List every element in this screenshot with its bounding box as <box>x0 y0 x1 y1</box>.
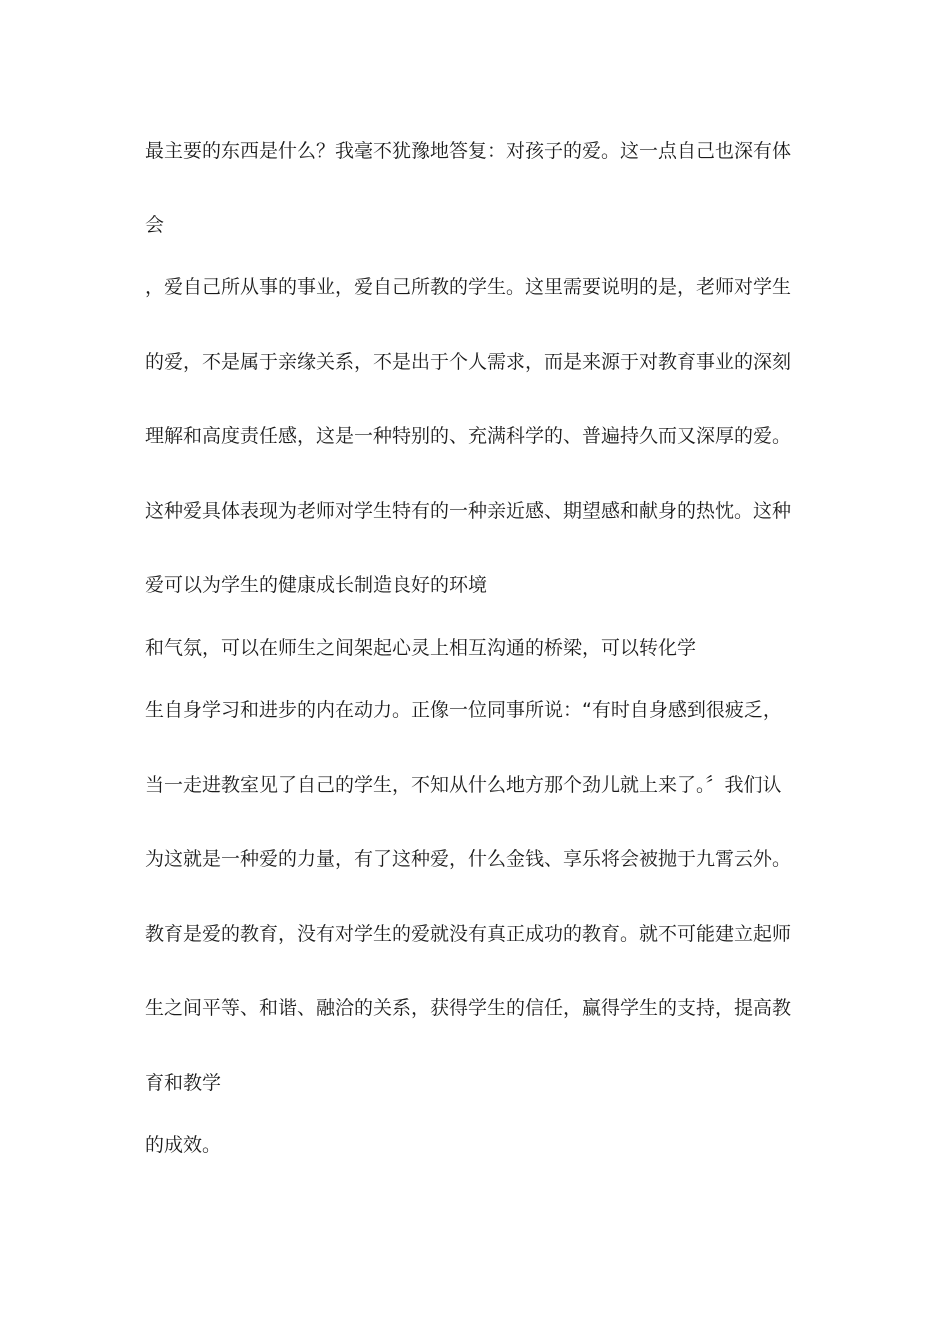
paragraph-line-7: 爱可以为学生的健康成长制造良好的环境 <box>145 574 488 596</box>
paragraph-line-2: 会 <box>145 214 165 236</box>
paragraph-line-8: 和气氛，可以在师生之间架起心灵上相互沟通的桥梁，可以转化学 <box>145 637 697 659</box>
paragraph-line-3: ，爱自己所从事的事业，爱自己所教的学生。这里需要说明的是，老师对学生 <box>145 276 792 298</box>
paragraph-line-1: 最主要的东西是什么？我毫不犹豫地答复：对孩子的爱。这一点自己也深有体 <box>145 140 792 162</box>
paragraph-line-15: 的成效。 <box>145 1134 222 1156</box>
paragraph-line-14: 育和教学 <box>145 1072 222 1094</box>
paragraph-line-13: 生之间平等、和谐、融洽的关系，获得学生的信任，赢得学生的支持，提高教 <box>145 997 792 1019</box>
paragraph-line-5: 理解和高度责任感，这是一种特别的、充满科学的、普遍持久而又深厚的爱。 <box>145 425 792 447</box>
paragraph-line-6: 这种爱具体表现为老师对学生特有的一种亲近感、期望感和献身的热忱。这种 <box>145 500 792 522</box>
paragraph-line-4: 的爱，不是属于亲缘关系，不是出于个人需求，而是来源于对教育事业的深刻 <box>145 351 792 373</box>
paragraph-line-12: 教育是爱的教育，没有对学生的爱就没有真正成功的教育。就不可能建立起师 <box>145 923 792 945</box>
paragraph-line-9: 生自身学习和进步的内在动力。正像一位同事所说：“有时自身感到很疲乏， <box>145 699 782 721</box>
paragraph-line-11: 为这就是一种爱的力量，有了这种爱，什么金钱、享乐将会被抛于九霄云外。 <box>145 848 792 870</box>
paragraph-line-10: 当一走进教室见了自己的学生，不知从什么地方那个劲儿就上来了。〞我们认 <box>145 774 782 796</box>
